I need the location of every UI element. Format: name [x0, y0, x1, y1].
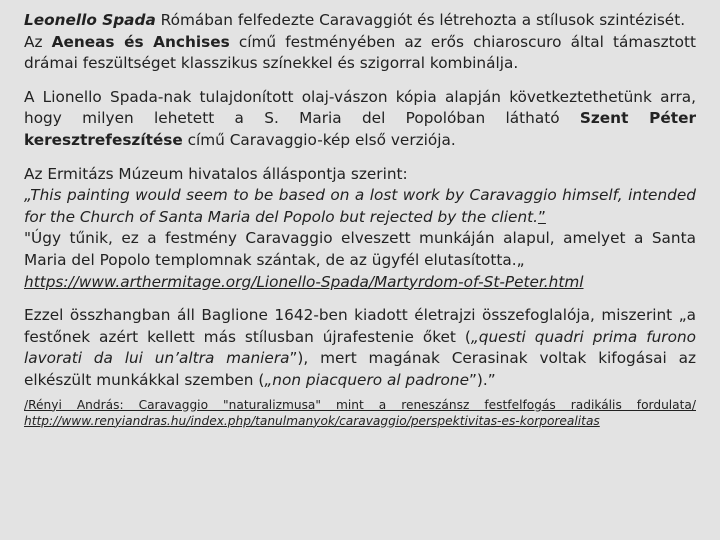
- paragraph-citation: [24, 397, 696, 429]
- paragraph-text: Az: [24, 32, 52, 51]
- paragraph-text: ”).”: [468, 370, 496, 389]
- paragraph-baglione: [24, 305, 696, 391]
- paragraph-text: Ezzel összhangban áll Baglione 1642-ben kiadott életrajzi összefoglalója, miszerint „a festőnek azért kellett más stílusban újrafestenie őket (: [24, 306, 696, 346]
- paragraph-text: Rómában felfedezte Caravaggiót és létrehozta a stílusok szintézisét.: [155, 11, 686, 29]
- paragraph-spada-intro: [24, 10, 696, 32]
- artist-name: Leonello Spada: [24, 11, 156, 29]
- paragraph-intro: Az Ermitázs Múzeum hivatalos álláspontja szerint:: [24, 164, 408, 183]
- quote-end-link[interactable]: ”: [538, 207, 546, 226]
- paragraph-text: című festményében az erős chiaroscuro által támasztott drámai feszültséget klasszikus színekkel és szigorral kombinálja.: [24, 32, 696, 73]
- renyi-link[interactable]: http://www.renyiandras.hu/index.php/tanulmanyok/caravaggio/perspektivitas-es-korporealitas: [24, 413, 600, 428]
- translation-text: "Úgy tűnik, ez a festmény Caravaggio elveszett munkáján alapul, amelyet a Santa Maria del Popolo templomnak szántak, de az ügyfél elutasította.„: [24, 229, 696, 269]
- paragraph-text: A Lionello Spada-nak tulajdonított olaj-vászon kópia alapján következtethetünk arra, hogy milyen lehetett a S. Maria del Popolóban látható: [24, 87, 696, 128]
- paragraph-hermitage: [24, 164, 696, 294]
- english-quote: „This painting would seem to be based on a lost work by Caravaggio himself, intended for the Church of Santa Maria del Popolo but rejected by the client.: [24, 186, 696, 226]
- painting-title: Aeneas és Anchises: [51, 32, 230, 51]
- hermitage-link[interactable]: https://www.arthermitage.org/Lionello-Spada/Martyrdom-of-St-Peter.html: [24, 272, 584, 291]
- citation-link[interactable]: /Rényi András: Caravaggio "naturalizmusa" mint a reneszánsz festfelfogás radikális fordulata/: [24, 397, 696, 412]
- paragraph-aeneas: [24, 32, 696, 75]
- painting-title: Szent Péter keresztrefeszítése: [24, 109, 697, 149]
- italian-quote: „questi quadri prima furono lavorati da lui un’altra maniera: [24, 327, 696, 368]
- paragraph-text: ”), mert magának Cerasinak voltak kifogásai az elkészült munkákkal szemben (: [24, 349, 696, 389]
- italian-quote: „non piacquero al padrone: [264, 370, 469, 389]
- paragraph-text: című Caravaggio-kép első verziója.: [182, 130, 456, 149]
- paragraph-st-peter: [24, 87, 696, 152]
